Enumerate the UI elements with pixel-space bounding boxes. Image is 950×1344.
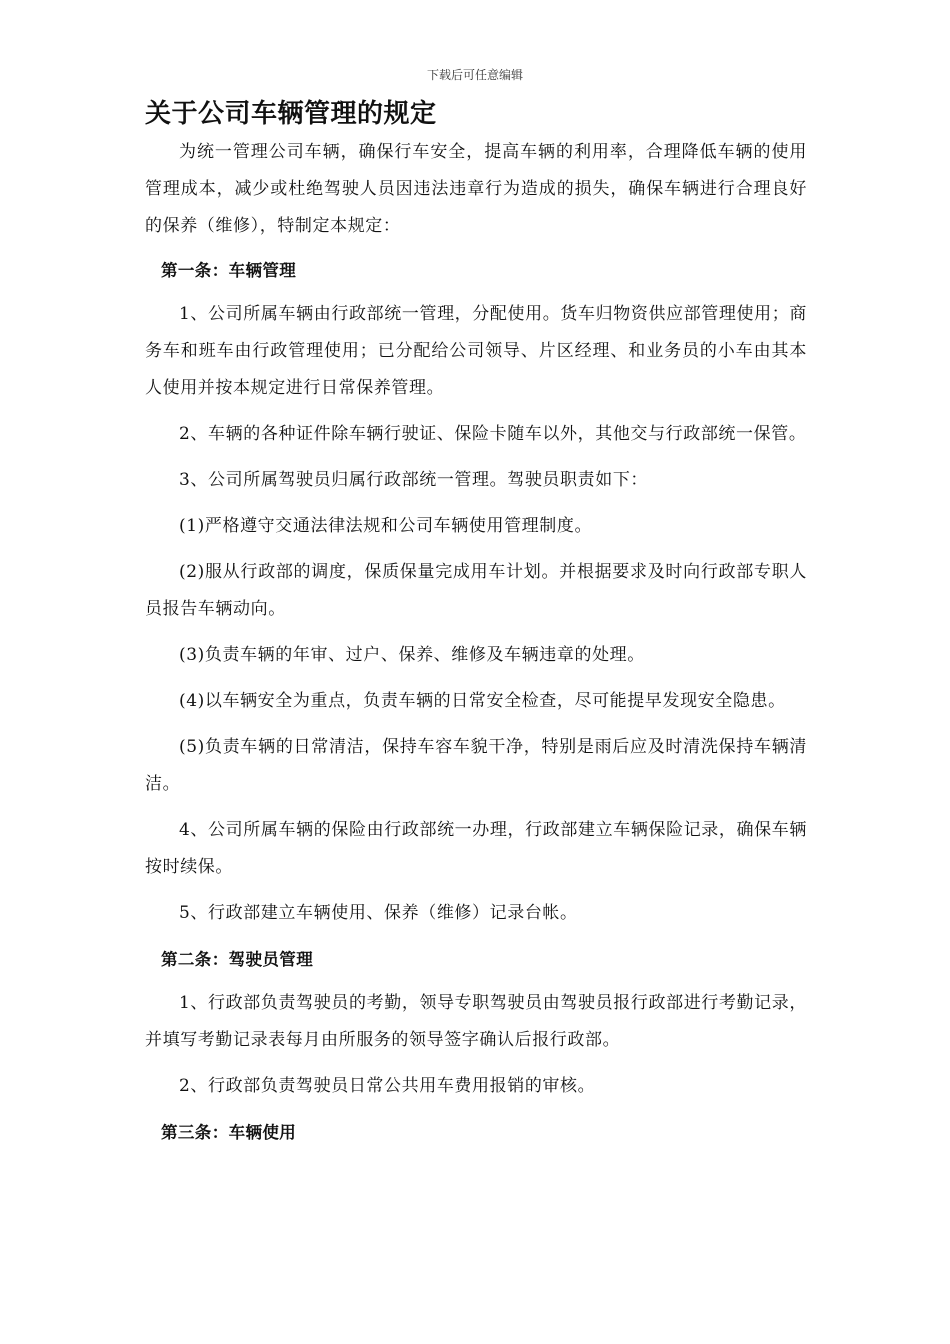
article-item: (4)以车辆安全为重点，负责车辆的日常安全检查，尽可能提早发现安全隐患。 — [179, 691, 786, 711]
article-heading: 第一条：车辆管理 — [161, 261, 297, 280]
article-2 — [145, 941, 807, 1105]
article-item: 1、行政部负责驾驶员的考勤，领导专职驾驶员由驾驶员报行政部进行考勤记录，并填写考勤记录表每月由所服务的领导签字确认后报行政部。 — [145, 993, 807, 1050]
article-item: (1)严格遵守交通法律法规和公司车辆使用管理制度。 — [179, 516, 593, 536]
article-1 — [145, 252, 807, 932]
article-item: 2、行政部负责驾驶员日常公共用车费用报销的审核。 — [179, 1076, 596, 1096]
article-item: 1、公司所属车辆由行政部统一管理，分配使用。货车归物资供应部管理使用；商务车和班车由行政管理使用；已分配给公司领导、片区经理、和业务员的小车由其本人使用并按本规定进行日常保养管理。 — [145, 304, 807, 398]
article-3 — [145, 1114, 807, 1151]
article-item: 4、公司所属车辆的保险由行政部统一办理，行政部建立车辆保险记录，确保车辆按时续保。 — [145, 820, 807, 877]
article-item: 2、车辆的各种证件除车辆行驶证、保险卡随车以外，其他交与行政部统一保管。 — [179, 424, 807, 444]
article-heading: 第三条：车辆使用 — [161, 1123, 297, 1142]
article-heading: 第二条：驾驶员管理 — [161, 950, 314, 969]
article-item: (2)服从行政部的调度，保质保量完成用车计划。并根据要求及时向行政部专职人员报告车辆动向。 — [145, 562, 807, 619]
header-note: 下载后可任意编辑 — [426, 68, 523, 82]
document-title: 关于公司车辆管理的规定 — [145, 99, 437, 129]
document-body — [145, 96, 807, 1158]
intro-paragraph: 为统一管理公司车辆，确保行车安全，提高车辆的利用率，合理降低车辆的使用管理成本，减少或杜绝驾驶人员因违法违章行为造成的损失，确保车辆进行合理良好的保养（维修），特制定本规定： — [145, 142, 807, 236]
article-item: 5、行政部建立车辆使用、保养（维修）记录台帐。 — [179, 903, 578, 923]
article-item: (5)负责车辆的日常清洁，保持车容车貌干净，特别是雨后应及时清洗保持车辆清洁。 — [145, 737, 807, 794]
article-item: 3、公司所属驾驶员归属行政部统一管理。驾驶员职责如下： — [179, 470, 649, 490]
article-item: (3)负责车辆的年审、过户、保养、维修及车辆违章的处理。 — [179, 645, 645, 665]
